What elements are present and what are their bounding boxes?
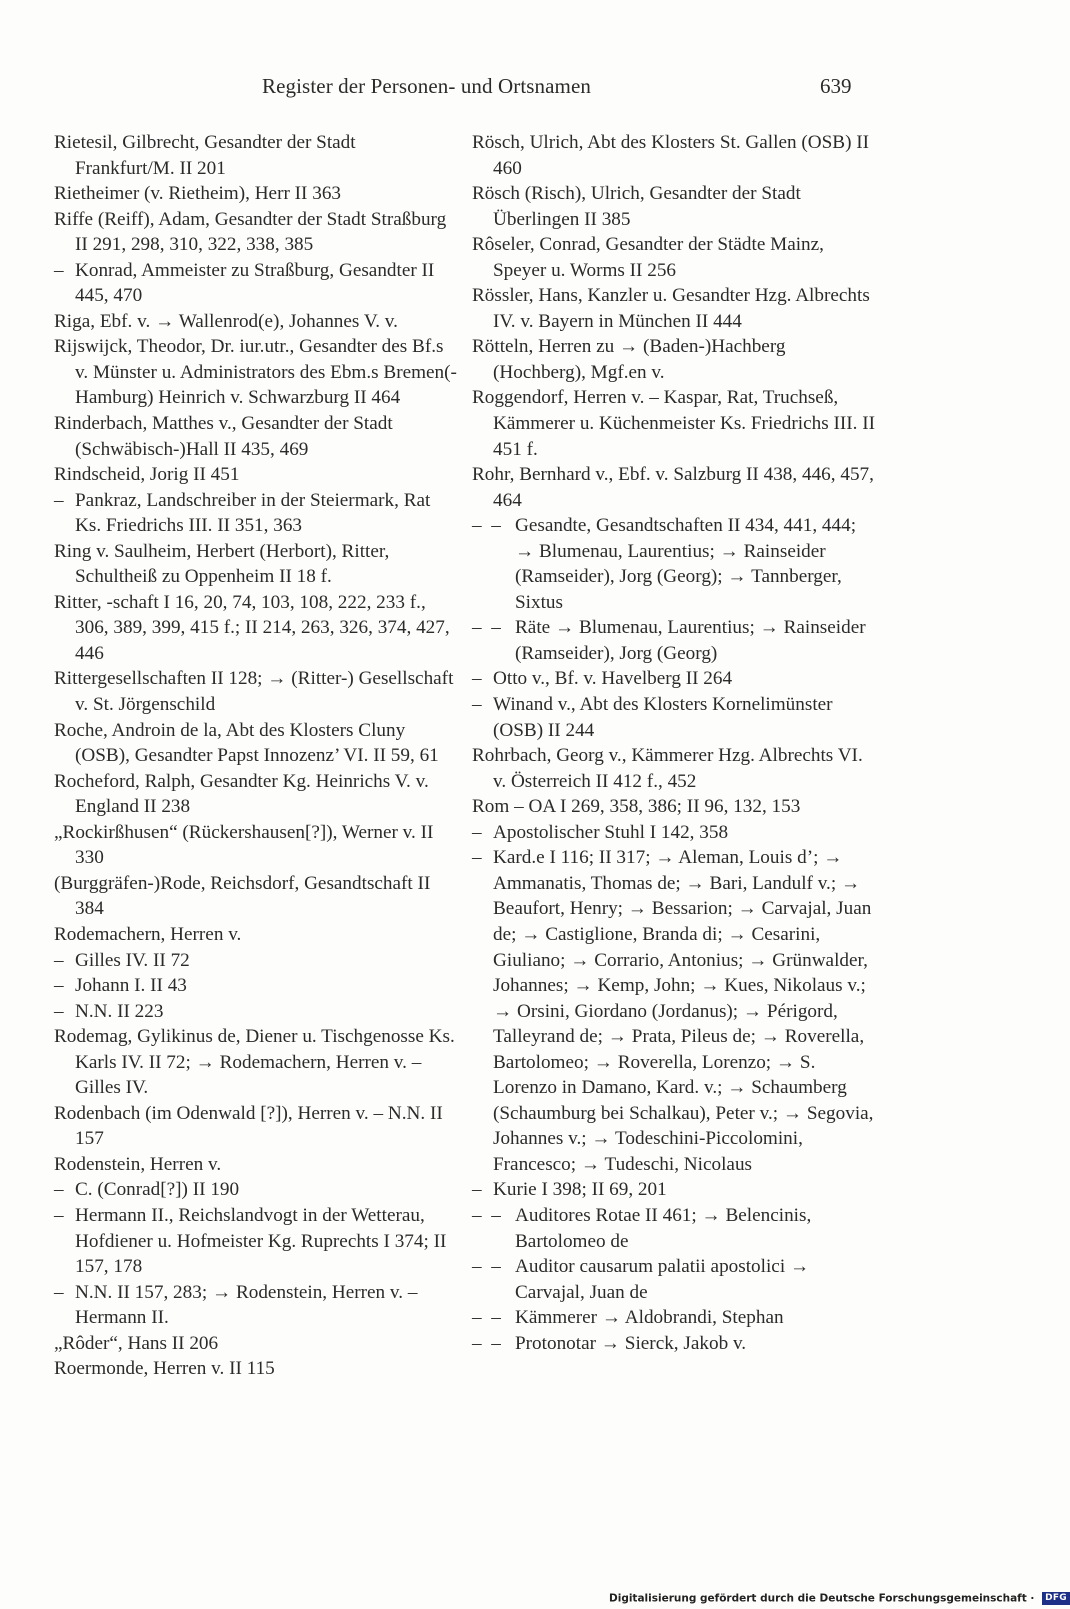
index-subentry <box>472 1254 877 1305</box>
index-entry-text: Pankraz, Landschreiber in der Steiermark, Rat Ks. Friedrichs III. II 351, 363 <box>75 489 431 537</box>
index-entry-text: Roche, Androin de la, Abt des Klosters Cluny (OSB), Gesandter Papst Innozenz’ VI. II 59, 61 <box>54 719 439 767</box>
index-entry <box>54 411 459 462</box>
index-entry <box>54 462 459 488</box>
index-entry-text: Kurie I 398; II 69, 201 <box>493 1179 667 1201</box>
index-entry <box>54 181 459 207</box>
subentry-dash-marker <box>54 999 64 1025</box>
index-entry-text: Rom – OA I 269, 358, 386; II 96, 132, 153 <box>472 796 801 818</box>
index-entry <box>54 1331 459 1357</box>
index-entry <box>54 1101 459 1152</box>
index-entry <box>472 794 877 820</box>
index-entry-text: Rösch (Risch), Ulrich, Gesandter der Stadt Überlingen II 385 <box>472 183 801 230</box>
index-entry-text: Winand v., Abt des Klosters Kornelimünster (OSB) II 244 <box>493 694 833 741</box>
subentry-dash-marker <box>472 692 482 718</box>
index-entry <box>54 922 459 948</box>
dfg-logo: DFG <box>1042 1592 1070 1605</box>
index-entry-text: Rinderbach, Matthes v., Gesandter der Stadt (Schwäbisch-)Hall II 435, 469 <box>54 413 393 460</box>
index-entry-text: Auditor causarum palatii apostolici → Carvajal, Juan de <box>515 1256 810 1303</box>
index-entry-text: Gesandte, Gesandtschaften II 434, 441, 444; → Blumenau, Laurentius; → Rainseider (Ramseider), Jorg (Georg); → Tannberger, Sixtus <box>515 515 857 613</box>
index-subentry <box>54 1280 459 1331</box>
index-entry-text: Rötteln, Herren zu → (Baden-)Hachberg (Hochberg), Mgf.en v. <box>472 336 786 383</box>
index-entry <box>54 820 459 871</box>
page-title: Register der Personen- und Ortsnamen <box>262 74 592 98</box>
index-entry-text: Riga, Ebf. v. → Wallenrod(e), Johannes V. v. <box>54 310 398 332</box>
index-entry <box>54 718 459 769</box>
index-entry-text: Rôseler, Conrad, Gesandter der Städte Mainz, Speyer u. Worms II 256 <box>472 234 824 281</box>
subentry-dash-marker <box>472 513 501 539</box>
index-entry-text: Otto v., Bf. v. Havelberg II 264 <box>493 668 733 690</box>
index-entry-text: „Rockirßhusen“ (Rückershausen[?]), Werner v. II 330 <box>54 821 434 869</box>
subentry-dash-marker <box>54 488 64 514</box>
subentry-dash-marker <box>54 1280 64 1306</box>
index-subentry <box>472 666 877 692</box>
index-subentry <box>54 1203 459 1280</box>
index-entry <box>472 232 877 283</box>
index-entry-text: Rindscheid, Jorig II 451 <box>54 464 240 486</box>
index-entry <box>54 309 459 335</box>
subentry-dash-marker <box>472 666 482 692</box>
index-entry-text: Rocheford, Ralph, Gesandter Kg. Heinrichs V. v. England II 238 <box>54 770 429 818</box>
index-entry <box>472 385 877 462</box>
index-subentry <box>54 948 459 974</box>
index-entry-text: Hermann II., Reichslandvogt in der Wetterau, Hofdiener u. Hofmeister Kg. Ruprechts I 374; II 157, 178 <box>75 1204 447 1278</box>
footer-credit: Digitalisierung gefördert durch die Deutsche Forschungsgemeinschaft · DFG <box>609 1592 1070 1605</box>
index-entry-text: Protonotar → Sierck, Jakob v. <box>515 1332 747 1354</box>
page-number: 639 <box>820 74 852 98</box>
index-subentry <box>54 258 459 309</box>
index-subentry <box>472 615 877 666</box>
subentry-dash-marker <box>472 1305 501 1331</box>
index-column-right <box>472 130 877 1356</box>
index-entry <box>54 130 459 181</box>
index-entry <box>472 181 877 232</box>
subentry-dash-marker <box>54 258 64 284</box>
index-entry-text: Räte → Blumenau, Laurentius; → Rainseider (Ramseider), Jorg (Georg) <box>515 617 866 664</box>
index-entry-text: N.N. II 157, 283; → Rodenstein, Herren v. – Hermann II. <box>75 1281 418 1329</box>
subentry-dash-marker <box>472 615 501 641</box>
subentry-dash-marker <box>472 845 482 871</box>
index-entry-text: Ritter, -schaft I 16, 20, 74, 103, 108, 222, 233 f., 306, 389, 399, 415 f.; II 214, 263, 326, 374, 427, 446 <box>54 591 450 664</box>
index-entry-text: Apostolischer Stuhl I 142, 358 <box>493 821 729 843</box>
subentry-dash-marker <box>54 1177 64 1203</box>
index-entry-text: Roermonde, Herren v. II 115 <box>54 1358 275 1380</box>
index-column-left <box>54 130 459 1382</box>
index-entry-text: Rodenbach (im Odenwald [?]), Herren v. – N.N. II 157 <box>54 1102 443 1150</box>
index-entry-text: Rietesil, Gilbrecht, Gesandter der Stadt Frankfurt/M. II 201 <box>54 132 356 179</box>
index-subentry <box>472 1177 877 1203</box>
subentry-dash-marker <box>54 1203 64 1229</box>
footer-credit-text: Digitalisierung gefördert durch die Deutsche Forschungsgemeinschaft <box>609 1592 1027 1605</box>
index-entry <box>54 334 459 411</box>
index-entry-text: Rodenstein, Herren v. <box>54 1153 222 1175</box>
index-subentry <box>54 973 459 999</box>
index-entry <box>54 1152 459 1178</box>
subentry-dash-marker <box>54 948 64 974</box>
index-entry-text: Rietheimer (v. Rietheim), Herr II 363 <box>54 183 342 205</box>
index-entry <box>54 769 459 820</box>
index-entry-text: Auditores Rotae II 461; → Belencinis, Bartolomeo de <box>515 1204 812 1252</box>
index-entry <box>54 871 459 922</box>
index-entry-text: Rohrbach, Georg v., Kämmerer Hzg. Albrechts VI. v. Österreich II 412 f., 452 <box>472 745 863 792</box>
index-entry-text: Rodemag, Gylikinus de, Diener u. Tischgenosse Ks. Karls IV. II 72; → Rodemachern, Herren v. – Gilles IV. <box>54 1026 455 1099</box>
index-entry-text: Rohr, Bernhard v., Ebf. v. Salzburg II 438, 446, 457, 464 <box>472 464 874 511</box>
index-entry-text: C. (Conrad[?]) II 190 <box>75 1179 240 1201</box>
index-entry-text: Johann I. II 43 <box>75 975 187 997</box>
index-entry-text: Rittergesellschaften II 128; → (Ritter-) Gesellschaft v. St. Jörgenschild <box>54 668 454 716</box>
subentry-dash-marker <box>472 820 482 846</box>
index-entry-text: Kämmerer → Aldobrandi, Stephan <box>515 1307 784 1329</box>
index-entry-text: „Rôder“, Hans II 206 <box>54 1332 219 1354</box>
index-entry <box>472 283 877 334</box>
index-entry-text: Riffe (Reiff), Adam, Gesandter der Stadt Straßburg II 291, 298, 310, 322, 338, 385 <box>54 208 447 256</box>
index-entry <box>54 1024 459 1101</box>
index-entry-text: Rijswijck, Theodor, Dr. iur.utr., Gesandter des Bf.s v. Münster u. Administrators des Ebm.s Bremen(-Hamburg) Heinrich v. Schwarzburg II 464 <box>54 336 457 409</box>
index-subentry <box>54 488 459 539</box>
index-entry-text: N.N. II 223 <box>75 1000 164 1022</box>
index-entry-text: Ring v. Saulheim, Herbert (Herbort), Ritter, Schultheiß zu Oppenheim II 18 f. <box>54 540 390 588</box>
index-subentry <box>472 1305 877 1331</box>
subentry-dash-marker <box>472 1203 501 1229</box>
index-entry <box>54 539 459 590</box>
index-entry-text: Kard.e I 116; II 317; → Aleman, Louis d’; → Ammanatis, Thomas de; → Bari, Landulf v.; → Beaufort, Henry; → Bessarion; → Carvajal, Juan de; → Castiglione, Branda di; → Cesarini, Giuliano; → Corrario, Antonius; → Grünwalder, Johannes; → Kemp, John; → Kues, Nikolaus v.; → Orsini, Giordano (Jordanus); → Périgord, Talleyrand de; → Prata, Pileus de; → Roverella, Bartolomeo; → Roverella, Lorenzo; → S. Lorenzo in Damano, Kard. v.; → Schaumberg (Schaumburg bei Schalkau), Peter v.; → Segovia, Johannes v.; → Todeschini-Piccolomini, Francesco; → Tudeschi, Nicolaus <box>493 847 874 1175</box>
index-entry <box>472 130 877 181</box>
index-entry-text: Konrad, Ammeister zu Straßburg, Gesandter II 445, 470 <box>75 259 435 307</box>
index-subentry <box>472 845 877 1177</box>
index-entry-text: Rössler, Hans, Kanzler u. Gesandter Hzg. Albrechts IV. v. Bayern in München II 444 <box>472 285 870 332</box>
index-entry-text: Rösch, Ulrich, Abt des Klosters St. Gallen (OSB) II 460 <box>472 132 870 179</box>
subentry-dash-marker <box>472 1177 482 1203</box>
index-entry <box>54 207 459 258</box>
index-entry <box>472 743 877 794</box>
index-entry <box>472 334 877 385</box>
index-entry <box>54 1356 459 1382</box>
subentry-dash-marker <box>54 973 64 999</box>
index-subentry <box>472 1203 877 1254</box>
index-subentry <box>472 820 877 846</box>
index-subentry <box>472 513 877 615</box>
subentry-dash-marker <box>472 1331 501 1357</box>
index-entry-text: Roggendorf, Herren v. – Kaspar, Rat, Truchseß, Kämmerer u. Küchenmeister Ks. Friedrichs III. II 451 f. <box>472 387 876 460</box>
index-subentry <box>54 999 459 1025</box>
index-subentry <box>54 1177 459 1203</box>
index-subentry <box>472 1331 877 1357</box>
subentry-dash-marker <box>472 1254 501 1280</box>
index-entry <box>54 666 459 717</box>
index-entry-text: (Burggräfen-)Rode, Reichsdorf, Gesandtschaft II 384 <box>54 872 431 920</box>
index-subentry <box>472 692 877 743</box>
index-entry-text: Rodemachern, Herren v. <box>54 923 242 945</box>
index-entry <box>472 462 877 513</box>
index-entry <box>54 590 459 667</box>
index-entry-text: Gilles IV. II 72 <box>75 949 190 971</box>
